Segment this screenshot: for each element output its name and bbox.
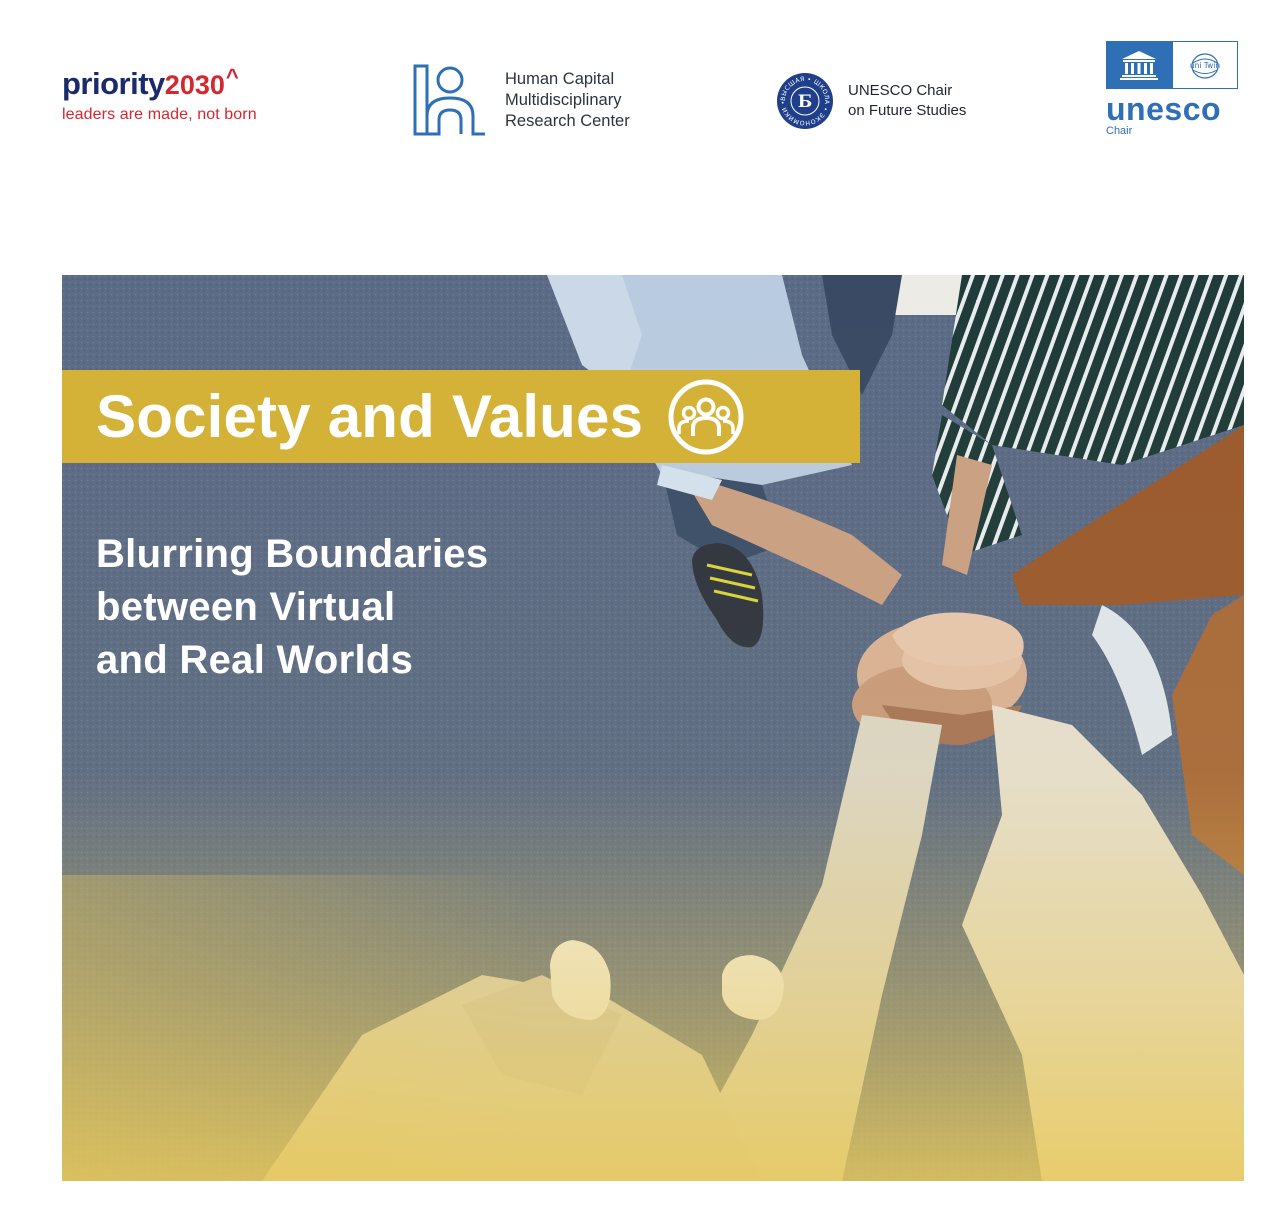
unitwin-label: uni Twin	[1189, 61, 1221, 70]
hcmrc-name	[505, 69, 630, 132]
priority-2030-logo	[62, 60, 257, 124]
priority-word: priority	[62, 66, 165, 101]
subtitle	[96, 528, 616, 687]
subtitle-line-3: and Real Worlds	[96, 638, 414, 682]
hse-chair-name	[848, 81, 966, 121]
subtitle-line-2: between Virtual	[96, 585, 396, 629]
unesco-wordmark: unesco	[1106, 91, 1222, 127]
title-banner	[62, 370, 860, 463]
hcmrc-line-3: Research Center	[505, 111, 630, 130]
unesco-chair-label: Chair	[1106, 125, 1133, 137]
hse-seal-icon	[776, 72, 834, 130]
hcmrc-line-2: Multidisciplinary	[505, 90, 622, 109]
hse-seal-ring-text: ВЫСШАЯ • ШКОЛА • ЭКОНОМИКИ •	[779, 75, 831, 127]
hcmrc-logo	[413, 64, 630, 136]
hse-unesco-chair-logo	[776, 72, 966, 130]
hcmrc-line-1: Human Capital	[505, 69, 615, 88]
priority-wordmark	[62, 60, 257, 102]
subtitle-line-1: Blurring Boundaries	[96, 532, 489, 576]
people-group-icon	[667, 378, 745, 456]
hse-line-2: on Future Studies	[848, 102, 967, 119]
hse-line-1: UNESCO Chair	[848, 82, 953, 99]
hse-seal-letter: Б	[797, 92, 813, 112]
priority-number: 2030	[164, 70, 225, 100]
priority-tagline: leaders are made, not born	[62, 106, 257, 123]
unitwin-globe-icon	[1172, 41, 1238, 89]
unesco-temple-icon	[1106, 41, 1172, 89]
page-title: Society and Values	[96, 383, 644, 450]
person-outline-icon	[413, 64, 487, 136]
hero-cover	[62, 275, 1244, 1181]
priority-caret: ^	[225, 64, 239, 89]
unesco-emblem	[1106, 41, 1242, 89]
unesco-chair-logo	[1106, 41, 1242, 137]
